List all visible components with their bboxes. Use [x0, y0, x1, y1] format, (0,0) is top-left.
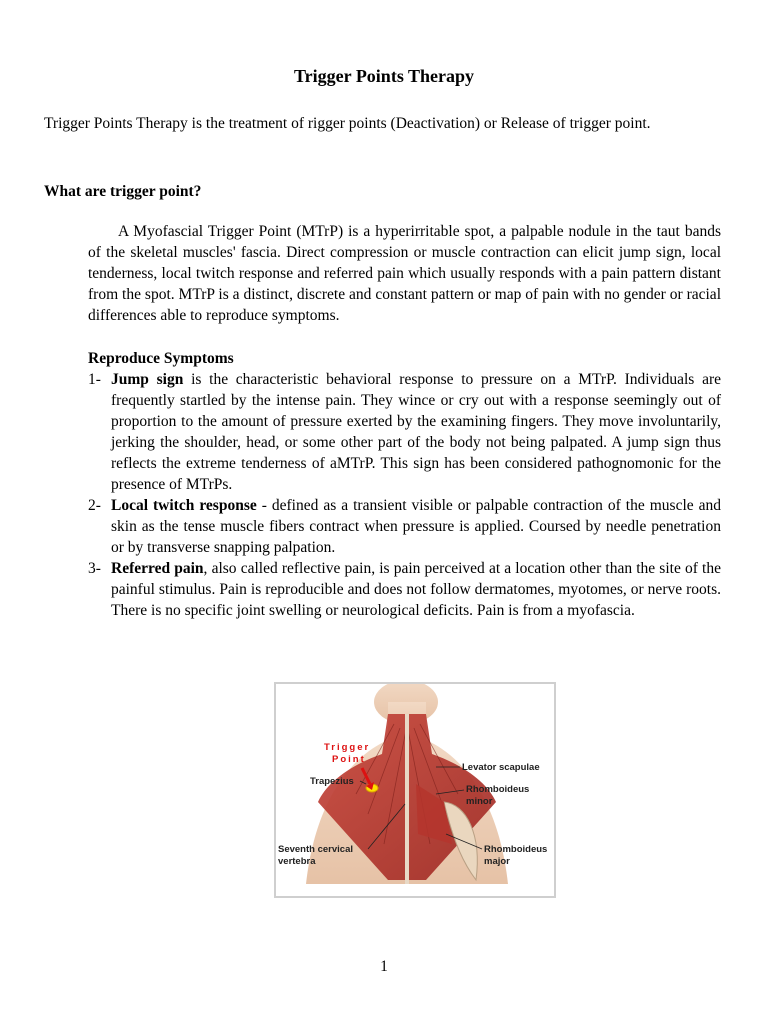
- list-number: 2-: [88, 497, 101, 514]
- seventh-cervical-label-1: Seventh cervical: [278, 844, 353, 855]
- symptom-term: Jump sign: [111, 371, 184, 388]
- list-item: [88, 495, 721, 558]
- rhomboid-minor-label-2: minor: [466, 796, 493, 807]
- trigger-label-line2: Point: [332, 754, 366, 765]
- rhomboid-minor-label-1: Rhomboideus: [466, 784, 530, 795]
- rhomboid-major-label-1: Rhomboideus: [484, 844, 548, 855]
- symptom-text: is the characteristic behavioral response to pressure on a MTrP. Individuals are frequently startled by the intense pain. They wince or cry out with a response seemingly out of proportion to the amount of pressure exerted by the examining fingers. They move involuntarily, jerking the shoulder, head, or some other part of the body not being palpated. A jump sign thus reflects the extreme tenderness of aMTrP. This sign has been considered pathognomonic for the presence of MTrPs.: [111, 371, 721, 493]
- symptom-term: Local twitch response: [111, 497, 257, 514]
- page-title: Trigger Points Therapy: [294, 66, 474, 86]
- list-number: 3-: [88, 560, 101, 577]
- section-heading: What are trigger point?: [44, 183, 202, 200]
- list-number: 1-: [88, 371, 101, 388]
- symptoms-list: [88, 369, 721, 621]
- intro-paragraph: Trigger Points Therapy is the treatment of rigger points (Deactivation) or Release of trigger point.: [44, 115, 651, 132]
- neck-back-illustration: [276, 684, 554, 896]
- levator-label: Levator scapulae: [462, 762, 540, 773]
- trigger-label-line1: Trigger: [324, 742, 371, 753]
- symptom-term: Referred pain: [111, 560, 204, 577]
- symptoms-heading: Reproduce Symptoms: [88, 350, 234, 367]
- seventh-cervical-label-2: vertebra: [278, 856, 316, 867]
- trapezius-label: Trapezius: [310, 776, 354, 787]
- rhomboid-major-label-2: major: [484, 856, 510, 867]
- definition-paragraph: A Myofascial Trigger Point (MTrP) is a hyperirritable spot, a palpable nodule in the taut bands of the skeletal muscles' fascia. Direct compression or muscle contraction can elicit jump sign, local tenderness, local twitch response and referred pain which usually responds with a pain pattern distant from the spot. MTrP is a distinct, discrete and constant pattern or map of pain with no gender or racial differences able to reproduce symptoms.: [88, 223, 721, 324]
- list-item: [88, 369, 721, 495]
- list-item: [88, 558, 721, 621]
- symptom-text: - defined as a transient visible or palpable contraction of the muscle and skin as the tense muscle fibers contract when pressure is applied. Coursed by needle penetration or by transverse snapping palpation.: [111, 497, 721, 556]
- symptom-text: , also called reflective pain, is pain perceived at a location other than the site of the painful stimulus. Pain is reproducible and does not follow dermatomes, myotomes, or nerve roots. There is no specific joint swelling or neurological deficits. Pain is from a myofascia.: [111, 560, 721, 619]
- page-number: 1: [380, 958, 388, 975]
- anatomy-figure: [274, 682, 556, 898]
